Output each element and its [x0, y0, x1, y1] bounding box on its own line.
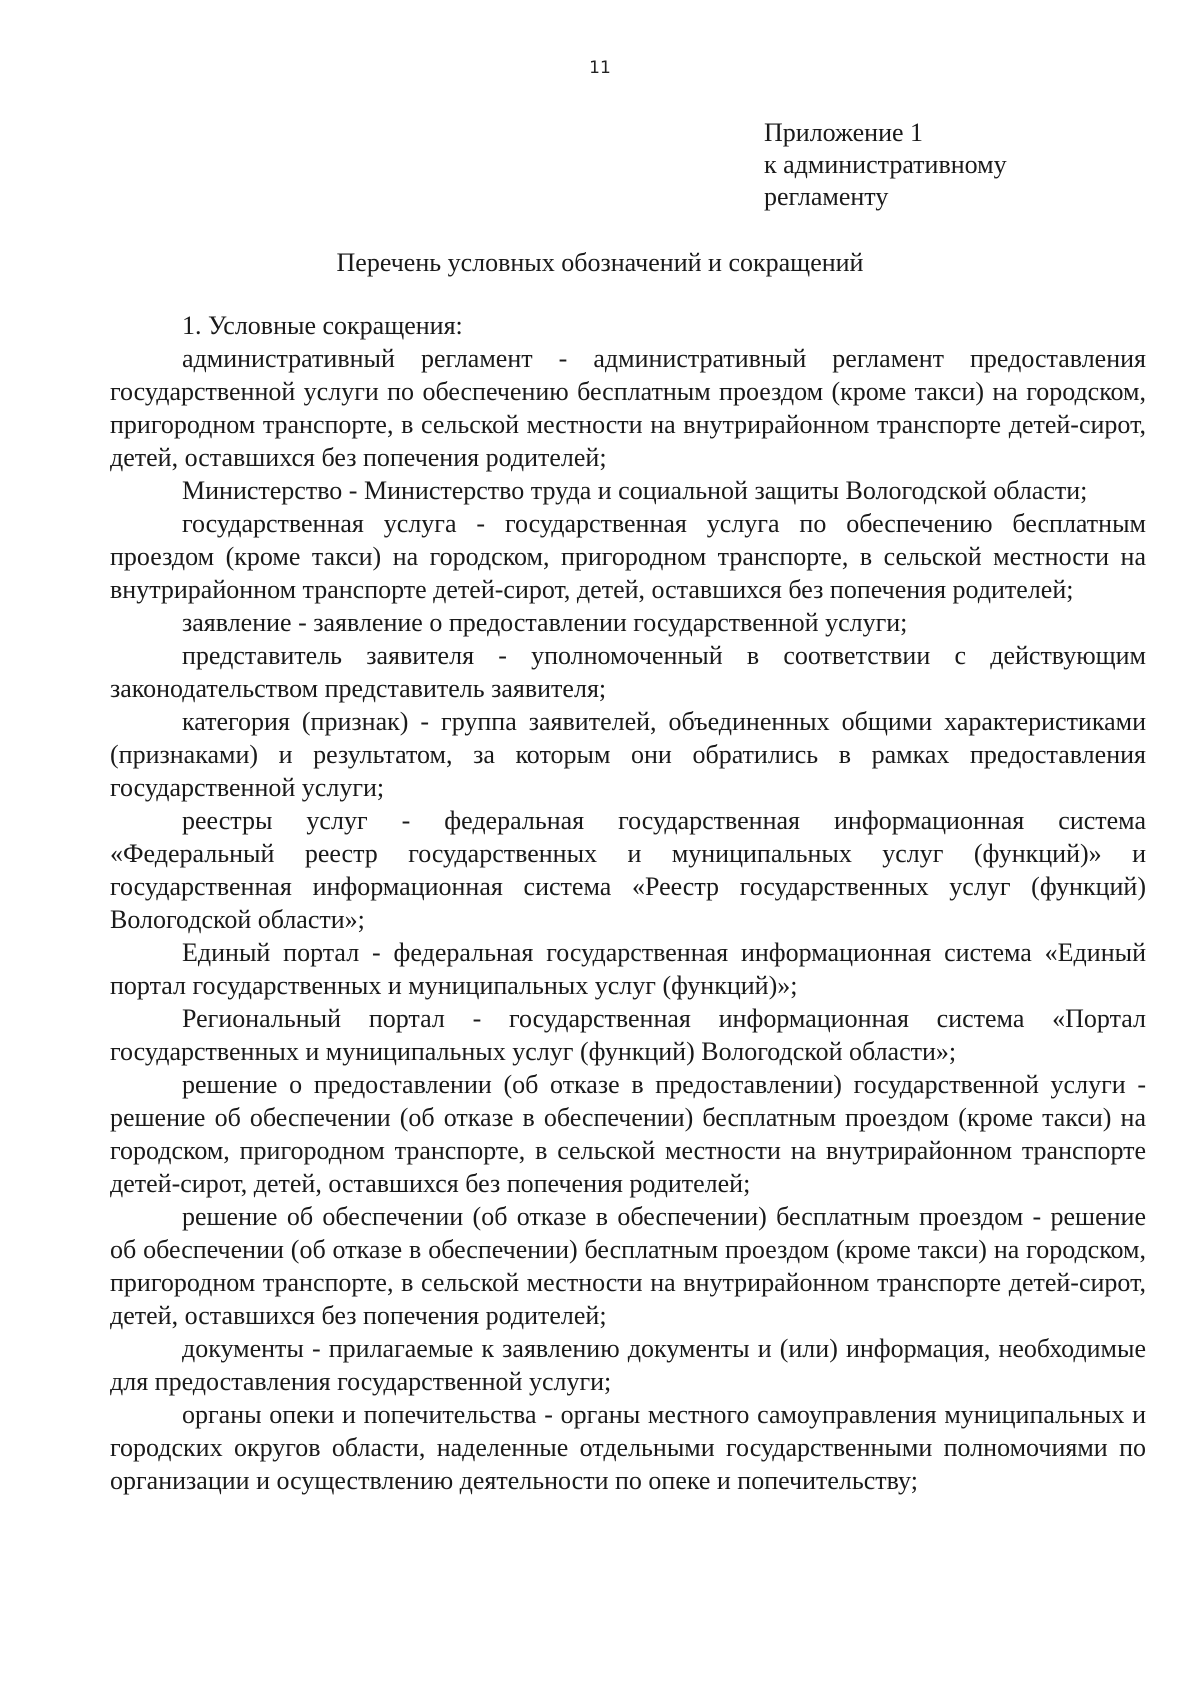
section-heading: 1. Условные сокращения: — [182, 311, 463, 340]
page-number: 11 — [589, 58, 611, 78]
definition-paragraph: категория (признак) - группа заявителей, объединенных общими характеристиками (признаками) и результатом, за которым они обратились в рамках предоставления государственной услуги; — [110, 707, 1146, 802]
definition-paragraph: органы опеки и попечительства - органы местного самоуправления муниципальных и городских округов области, наделенные отдельными государственными полномочиями по организации и осуществлению деятельности по опеке и попечительству; — [110, 1400, 1146, 1495]
definition-paragraph: решение об обеспечении (об отказе в обеспечении) бесплатным проездом - решение об обеспечении (об отказе в обеспечении) бесплатным проездом (кроме такси) на городском, пригородном транспорте, в сельской местности на внутрирайонном транспорте детей-сирот, детей, оставшихся без попечения родителей; — [110, 1202, 1146, 1330]
document-body — [110, 309, 1146, 1497]
definition-paragraph: документы - прилагаемые к заявлению документы и (или) информация, необходимые для предоставления государственной услуги; — [110, 1334, 1146, 1396]
definition-paragraph: административный регламент - административный регламент предоставления государственной услуги по обеспечению бесплатным проездом (кроме такси) на городском, пригородном транспорте, в сельской местности на внутрирайонном транспорте детей-сирот, детей, оставшихся без попечения родителей; — [110, 344, 1146, 472]
definition-paragraph: реестры услуг - федеральная государственная информационная система «Федеральный реестр государственных и муниципальных услуг (функций)» и государственная информационная система «Реестр государственных услуг (функций) Вологодской области»; — [110, 806, 1146, 934]
annex-line-3: регламенту — [764, 182, 889, 211]
annex-line-1: Приложение 1 — [764, 118, 924, 147]
definition-paragraph: Региональный портал - государственная информационная система «Портал государственных и муниципальных услуг (функций) Вологодской области»; — [110, 1004, 1146, 1066]
definition-paragraph: решение о предоставлении (об отказе в предоставлении) государственной услуги - решение об обеспечении (об отказе в обеспечении) бесплатным проездом (кроме такси) на городском, пригородном транспорте, в сельской местности на внутрирайонном транспорте детей-сирот, детей, оставшихся без попечения родителей; — [110, 1070, 1146, 1198]
annex-block — [764, 117, 1007, 213]
definition-paragraph: государственная услуга - государственная услуга по обеспечению бесплатным проездом (кроме такси) на городском, пригородном транспорте, в сельской местности на внутрирайонном транспорте детей-сирот, детей, оставшихся без попечения родителей; — [110, 509, 1146, 604]
definition-paragraph: Единый портал - федеральная государственная информационная система «Единый портал государственных и муниципальных услуг (функций)»; — [110, 938, 1146, 1000]
annex-line-2: к административному — [764, 150, 1007, 179]
definition-paragraph: представитель заявителя - уполномоченный в соответствии с действующим законодательством представитель заявителя; — [110, 641, 1146, 703]
definition-paragraph: заявление - заявление о предоставлении государственной услуги; — [182, 608, 908, 637]
definition-paragraph: Министерство - Министерство труда и социальной защиты Вологодской области; — [182, 476, 1088, 505]
document-title: Перечень условных обозначений и сокращений — [336, 248, 864, 277]
